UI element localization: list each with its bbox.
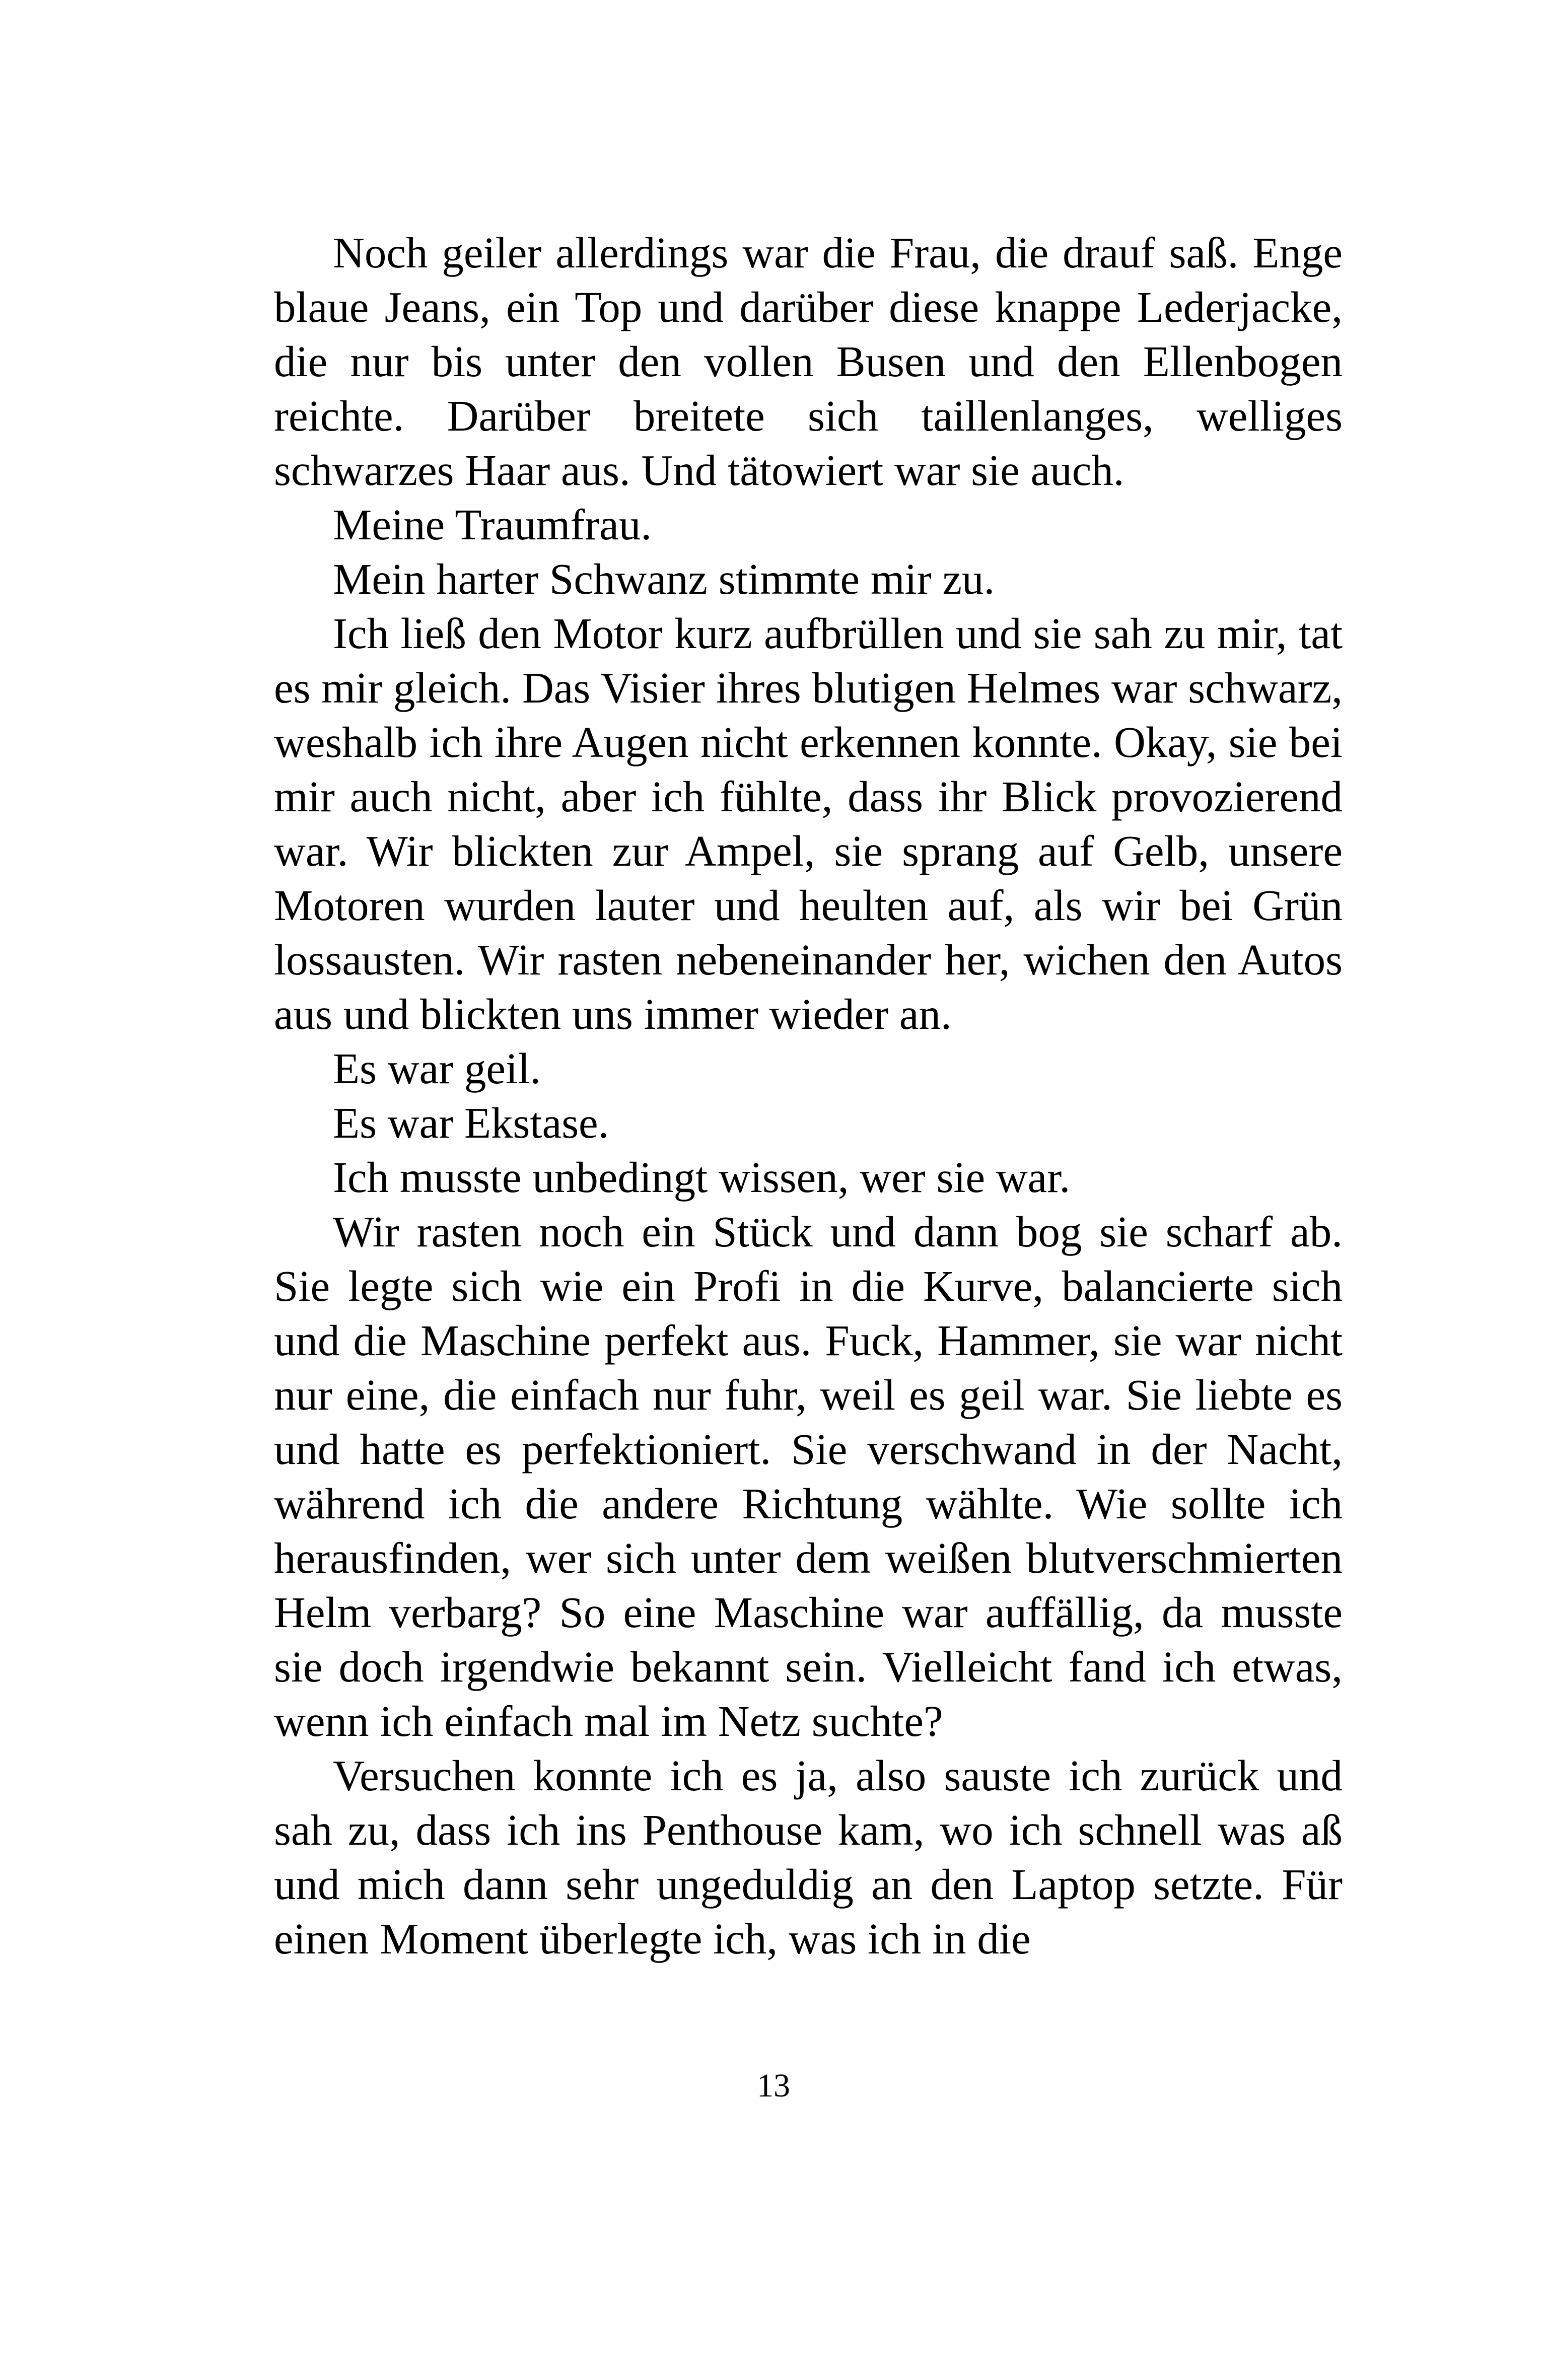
paragraph: Es war Ekstase. [333, 1098, 609, 1147]
paragraph: Es war geil. [333, 1044, 541, 1093]
paragraph: Wir rasten noch ein Stück und dann bog sie scharf ab. Sie legte sich wie ein Profi in die Kurve, balancierte sich und die Maschine perfekt aus. Fuck, Hammer, sie war nicht nur eine, die einfach nur fuhr, weil es geil war. Sie liebte es und hatte es perfektioniert. Sie verschwand in der Nacht, während ich die andere Richtung wählte. Wie sollte ich herausfinden, wer sich unter dem weißen blutverschmierten Helm verbarg? So eine Maschine war auffällig, da musste sie doch irgendwie bekannt sein. Vielleicht fand ich etwas, wenn ich einfach mal im Netz suchte? [274, 1207, 1343, 1745]
paragraph: Ich ließ den Motor kurz aufbrüllen und sie sah zu mir, tat es mir gleich. Das Visier ihres blutigen Helmes war schwarz, weshalb ich ihre Augen nicht erkennen konnte. Okay, sie bei mir auch nicht, aber ich fühlte, dass ihr Blick provozierend war. Wir blickten zur Ampel, sie sprang auf Gelb, unsere Motoren wurden lauter und heulten auf, als wir bei Grün lossausten. Wir rasten nebeneinander her, wichen den Autos aus und blickten uns immer wieder an. [274, 609, 1343, 1038]
paragraph: Ich musste unbedingt wissen, wer sie war. [333, 1153, 1071, 1202]
paragraph: Mein harter Schwanz stimmte mir zu. [333, 554, 995, 603]
page-number: 13 [757, 2067, 790, 2104]
paragraph: Meine Traumfrau. [333, 500, 652, 549]
body-text [274, 226, 1343, 1966]
paragraph: Versuchen konnte ich es ja, also sauste ich zurück und sah zu, dass ich ins Penthouse kam, wo ich schnell was aß und mich dann sehr ungeduldig an den Laptop setzte. Für einen Moment überlegte ich, was ich in die [274, 1751, 1343, 1963]
paragraph: Noch geiler allerdings war die Frau, die drauf saß. Enge blaue Jeans, ein Top und darüber diese knappe Lederjacke, die nur bis unter den vollen Busen und den Ellenbogen reichte. Darüber breitete sich taillenlanges, welliges schwarzes Haar aus. Und tätowiert war sie auch. [274, 228, 1343, 495]
